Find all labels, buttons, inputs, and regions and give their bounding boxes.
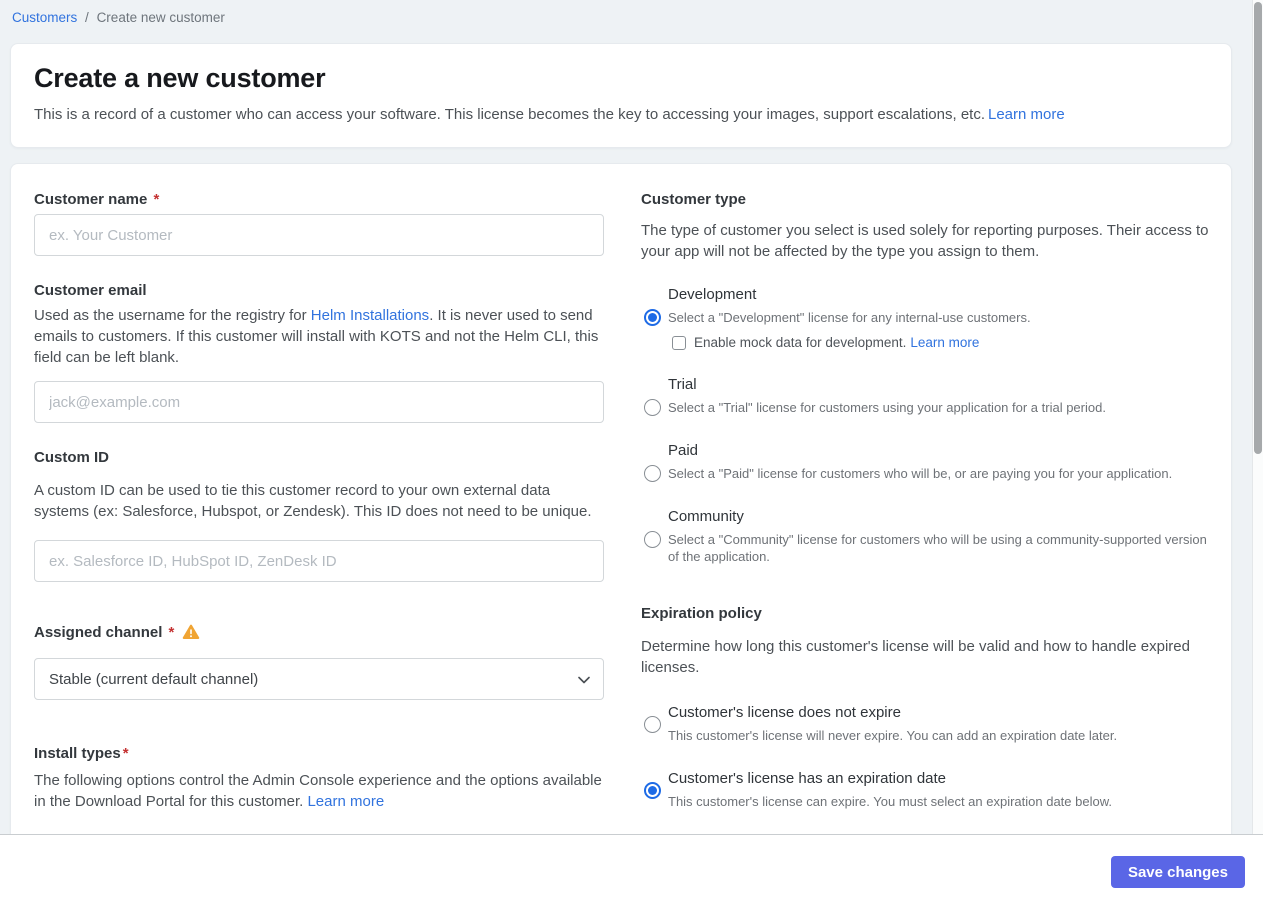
expiration-policy-description: Determine how long this customer's license will be valid and how to handle expired licenses. [641, 638, 1190, 676]
customer-email-label: Customer email [34, 282, 147, 299]
warning-icon [182, 624, 200, 644]
expiration-option-has-date [641, 770, 1211, 810]
page-description-text: This is a record of a customer who can access your software. This license becomes the key to accessing your images, support escalations, etc. [34, 106, 985, 123]
assigned-channel-label [34, 624, 604, 644]
license-has-expiration-title: Customer's license has an expiration date [668, 770, 947, 787]
paid-radio[interactable] [644, 465, 661, 482]
header-learn-more-link[interactable]: Learn more [988, 106, 1065, 123]
community-radio[interactable] [644, 531, 661, 548]
save-footer-bar [0, 834, 1263, 905]
customer-name-label [34, 191, 604, 208]
breadcrumb [12, 10, 225, 25]
paid-description: Select a "Paid" license for customers who will be, or are paying you for your application. [668, 466, 1173, 481]
mock-data-checkbox-row [672, 335, 1211, 350]
customer-type-description: The type of customer you select is used solely for reporting purposes. Their access to your app will not be affected by the type you assign to them. [641, 222, 1209, 260]
development-description: Select a "Development" license for any internal-use customers. [668, 310, 1031, 325]
expiration-policy-label: Expiration policy [641, 605, 762, 622]
customer-name-label-text: Customer name [34, 191, 148, 208]
assigned-channel-label-text: Assigned channel [34, 624, 163, 641]
trial-title: Trial [668, 376, 697, 393]
trial-description: Select a "Trial" license for customers using your application for a trial period. [668, 400, 1106, 415]
page-header-card [10, 43, 1232, 148]
customer-type-label: Customer type [641, 191, 747, 208]
form-left-column [34, 191, 604, 812]
customer-email-description-text-after: . It is never used to send emails to customers. If this customer will install with KOTS and not the Helm CLI, this field can be left blank. [34, 307, 599, 366]
breadcrumb-current: Create new customer [96, 10, 225, 25]
page-title: Create a new customer [34, 63, 326, 93]
customer-type-option-community [641, 508, 1211, 565]
custom-id-input[interactable] [34, 540, 604, 582]
mock-data-checkbox[interactable] [672, 336, 686, 350]
custom-id-description: A custom ID can be used to tie this customer record to your own external data systems (ex: Salesforce, Hubspot, or Zendesk). This ID does not need to be unique. [34, 482, 592, 520]
install-types-required-asterisk: * [122, 745, 129, 762]
development-radio[interactable] [644, 309, 661, 326]
install-types-description-text: The following options control the Admin Console experience and the options available in the Download Portal for this customer. [34, 772, 602, 810]
customer-email-description-text: Used as the username for the registry for [34, 307, 311, 324]
install-types-label [34, 745, 604, 762]
customer-type-option-development [641, 286, 1211, 350]
assigned-channel-required-asterisk: * [168, 624, 175, 641]
mock-data-checkbox-label: Enable mock data for development. [694, 335, 907, 350]
scrollbar-thumb[interactable] [1254, 2, 1262, 454]
install-types-label-text: Install types [34, 745, 121, 762]
breadcrumb-separator: / [85, 10, 89, 25]
license-has-expiration-description: This customer's license can expire. You must select an expiration date below. [668, 794, 1112, 809]
community-title: Community [668, 508, 744, 525]
chevron-down-icon [578, 671, 590, 688]
customer-email-description [34, 305, 604, 368]
customer-name-required-asterisk: * [153, 191, 160, 208]
install-types-learn-more-link[interactable]: Learn more [307, 793, 385, 810]
custom-id-label: Custom ID [34, 449, 109, 466]
customer-type-option-paid [641, 442, 1211, 482]
assigned-channel-selected-value: Stable (current default channel) [49, 670, 259, 688]
paid-title: Paid [668, 442, 699, 459]
expiration-option-no-expire [641, 704, 1211, 744]
license-does-not-expire-description: This customer's license will never expire. You can add an expiration date later. [668, 728, 1118, 743]
license-does-not-expire-radio[interactable] [644, 716, 661, 733]
customer-name-input[interactable] [34, 214, 604, 256]
install-types-description [34, 770, 604, 812]
breadcrumb-customers-link[interactable]: Customers [12, 10, 78, 25]
customer-email-input[interactable] [34, 381, 604, 423]
page-description [34, 106, 1208, 123]
create-customer-form-card [10, 163, 1232, 834]
form-right-column [641, 191, 1211, 812]
assigned-channel-select[interactable] [34, 658, 604, 700]
helm-installations-link[interactable]: Helm Installations [310, 307, 430, 324]
community-description: Select a "Community" license for customers who will be using a community-supported version of the application. [668, 532, 1207, 564]
vertical-scrollbar[interactable] [1252, 0, 1263, 834]
license-has-expiration-radio[interactable] [644, 782, 661, 799]
customer-type-option-trial [641, 376, 1211, 416]
trial-radio[interactable] [644, 399, 661, 416]
mock-data-learn-more-link[interactable]: Learn more [910, 335, 980, 350]
save-changes-button[interactable]: Save changes [1111, 856, 1245, 888]
license-does-not-expire-title: Customer's license does not expire [668, 704, 901, 721]
development-title: Development [668, 286, 757, 303]
